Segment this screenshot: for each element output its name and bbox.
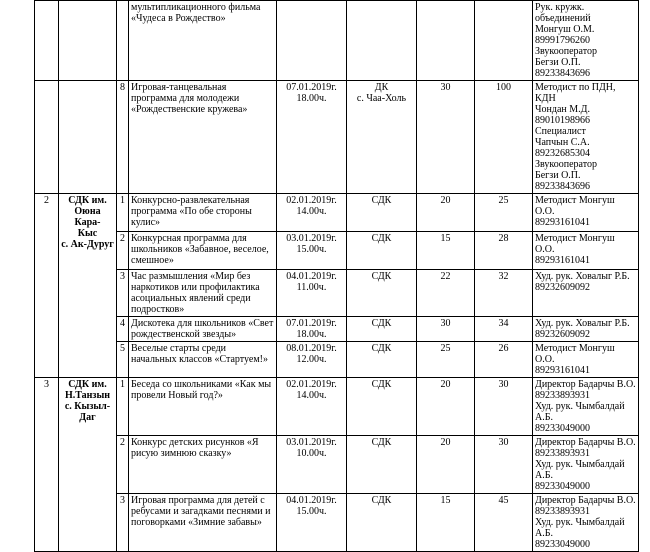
responsible-line: Худ. рук. Ховалыг Р.Б. xyxy=(535,271,630,282)
event-cell: мультипликационного фильма «Чудеса в Рождество» xyxy=(129,1,277,81)
date-cell xyxy=(277,342,347,378)
responsible-line: Директор Бадарчы В.О. xyxy=(535,495,636,506)
participants-cell: 25 xyxy=(417,342,475,378)
date-cell xyxy=(277,378,347,436)
item-number-cell: 3 xyxy=(117,494,129,552)
responsible-line: Бегзи О.П. 89233843696 xyxy=(535,57,590,79)
event-cell: Беседа со школьниками «Как мы провели Новый год?» xyxy=(129,378,277,436)
item-number-cell: 5 xyxy=(117,342,129,378)
responsible-cell xyxy=(533,232,639,270)
place-line: СДК xyxy=(371,495,392,506)
audience-cell: 30 xyxy=(475,378,533,436)
responsible-line: 89233893931 xyxy=(535,448,590,459)
date-line: 02.01.2019г. xyxy=(286,379,337,390)
place-line: ДК xyxy=(374,82,389,93)
responsible-line: 89233049000 xyxy=(535,423,590,434)
place-line: СДК xyxy=(371,379,392,390)
audience-cell: 30 xyxy=(475,436,533,494)
event-cell: Дискотека для школьников «Свет рождественской звезды» xyxy=(129,317,277,342)
org-line: Кыс xyxy=(77,228,98,239)
date-line: 04.01.2019г. xyxy=(286,271,337,282)
date-cell xyxy=(277,194,347,232)
org-line: СДК им. xyxy=(68,195,107,206)
responsible-line: Директор Бадарчы В.О. xyxy=(535,379,636,390)
responsible-line: Специалист xyxy=(535,126,586,137)
responsible-cell xyxy=(533,317,639,342)
time-line: 15.00ч. xyxy=(296,244,327,255)
time-line: 14.00ч. xyxy=(296,390,327,401)
item-number-cell: 3 xyxy=(117,270,129,317)
event-cell: Игровая-танцевальная программа для молодежи «Рождественские кружева» xyxy=(129,81,277,194)
org-line: с. Кызыл- xyxy=(64,401,111,412)
participants-cell: 22 xyxy=(417,270,475,317)
responsible-cell xyxy=(533,270,639,317)
responsible-line: 89232609092 xyxy=(535,282,590,293)
date-cell xyxy=(277,270,347,317)
responsible-line: 89233893931 xyxy=(535,390,590,401)
date-line: 07.01.2019г. xyxy=(286,82,337,93)
audience-cell: 45 xyxy=(475,494,533,552)
participants-cell: 20 xyxy=(417,378,475,436)
place-line: СДК xyxy=(371,318,392,329)
responsible-line: Монгуш О.М. 89991796260 xyxy=(535,24,595,46)
participants-cell: 20 xyxy=(417,194,475,232)
place-cell xyxy=(347,194,417,232)
responsible-line: 89293161041 xyxy=(535,255,590,266)
audience-cell: 28 xyxy=(475,232,533,270)
participants-cell: 15 xyxy=(417,494,475,552)
time-line: 15.00ч. xyxy=(296,506,327,517)
table-row xyxy=(35,270,639,317)
org-line: с. Ак-Дуруг xyxy=(61,239,114,250)
responsible-line: Худ. рук. Чымбалдай А.Б. xyxy=(535,517,625,539)
place-line: СДК xyxy=(371,195,392,206)
organization-cell xyxy=(59,378,117,552)
time-line: 10.00ч. xyxy=(296,448,327,459)
place-line: СДК xyxy=(371,271,392,282)
event-cell: Игровая программа для детей с ребусами и загадками песнями и поговорками «Зимние забавы» xyxy=(129,494,277,552)
table-row xyxy=(35,436,639,494)
place-line: СДК xyxy=(371,343,392,354)
responsible-line: Методист Монгуш О.О. xyxy=(535,343,615,365)
responsible-line: Худ. рук. Ховалыг Р.Б. xyxy=(535,318,630,329)
place-cell xyxy=(347,436,417,494)
item-number-cell: 1 xyxy=(117,378,129,436)
organization-cell xyxy=(59,81,117,194)
time-line: 18.00ч. xyxy=(296,329,327,340)
audience-cell: 25 xyxy=(475,194,533,232)
section-number-cell xyxy=(35,1,59,81)
responsible-line: 89293161041 xyxy=(535,365,590,376)
responsible-line: Худ. рук. Чымбалдай А.Б. xyxy=(535,459,625,481)
responsible-cell xyxy=(533,378,639,436)
participants-cell xyxy=(417,1,475,81)
event-cell: Час размышления «Мир без наркотиков или профилактика асоциальных явлений среди подростков» xyxy=(129,270,277,317)
responsible-line: Бегзи О.П. 89233843696 xyxy=(535,170,590,192)
place-line: с. Чаа-Холь xyxy=(356,93,407,104)
date-cell xyxy=(277,317,347,342)
audience-cell: 34 xyxy=(475,317,533,342)
responsible-line: 89293161041 xyxy=(535,217,590,228)
date-line: 03.01.2019г. xyxy=(286,437,337,448)
organization-cell xyxy=(59,1,117,81)
place-cell xyxy=(347,494,417,552)
table-row xyxy=(35,342,639,378)
audience-cell: 32 xyxy=(475,270,533,317)
participants-cell: 20 xyxy=(417,436,475,494)
item-number-cell xyxy=(117,1,129,81)
place-cell xyxy=(347,232,417,270)
audience-cell: 26 xyxy=(475,342,533,378)
place-cell xyxy=(347,378,417,436)
item-number-cell: 8 xyxy=(117,81,129,194)
item-number-cell: 1 xyxy=(117,194,129,232)
date-line: 08.01.2019г. xyxy=(286,343,337,354)
date-cell xyxy=(277,81,347,194)
audience-cell: 100 xyxy=(475,81,533,194)
responsible-line: Звукооператор xyxy=(535,46,597,57)
table-row xyxy=(35,1,639,81)
table-row xyxy=(35,494,639,552)
table-row xyxy=(35,194,639,232)
org-line: Оюна Кара- xyxy=(74,206,101,228)
section-number-cell: 3 xyxy=(35,378,59,552)
date-line: 04.01.2019г. xyxy=(286,495,337,506)
responsible-line: Методист Монгуш О.О. xyxy=(535,233,615,255)
responsible-cell xyxy=(533,81,639,194)
org-line: Н.Танзын xyxy=(64,390,111,401)
participants-cell: 30 xyxy=(417,317,475,342)
table-row xyxy=(35,317,639,342)
responsible-line: Худ. рук. Чымбалдай А.Б. xyxy=(535,401,625,423)
responsible-line: Методист по ПДН, КДН xyxy=(535,82,616,104)
org-line: Даг xyxy=(79,412,96,423)
place-line: СДК xyxy=(371,437,392,448)
place-cell xyxy=(347,270,417,317)
responsible-cell xyxy=(533,1,639,81)
event-cell: Конкурсная программа для школьников «Забавное, веселое, смешное» xyxy=(129,232,277,270)
participants-cell: 15 xyxy=(417,232,475,270)
date-line: 03.01.2019г. xyxy=(286,233,337,244)
place-cell xyxy=(347,342,417,378)
responsible-line: 89232609092 xyxy=(535,329,590,340)
responsible-line: Звукооператор xyxy=(535,159,597,170)
time-line: 11.00ч. xyxy=(296,282,327,293)
organization-cell xyxy=(59,194,117,378)
participants-cell: 30 xyxy=(417,81,475,194)
org-line: СДК им. xyxy=(68,379,107,390)
date-cell xyxy=(277,494,347,552)
date-cell xyxy=(277,436,347,494)
responsible-cell xyxy=(533,494,639,552)
table-row xyxy=(35,378,639,436)
responsible-line: Методист Монгуш О.О. xyxy=(535,195,615,217)
section-number-cell xyxy=(35,81,59,194)
responsible-cell xyxy=(533,436,639,494)
responsible-line: 89233049000 xyxy=(535,539,590,550)
item-number-cell: 4 xyxy=(117,317,129,342)
section-number-cell: 2 xyxy=(35,194,59,378)
item-number-cell: 2 xyxy=(117,232,129,270)
responsible-cell xyxy=(533,194,639,232)
audience-cell xyxy=(475,1,533,81)
date-cell xyxy=(277,232,347,270)
events-table xyxy=(34,0,639,552)
time-line: 18.00ч. xyxy=(296,93,327,104)
date-line: 07.01.2019г. xyxy=(286,318,337,329)
document-page xyxy=(34,0,646,550)
table-row xyxy=(35,81,639,194)
place-cell xyxy=(347,1,417,81)
responsible-line: Чондан М.Д. 89010198966 xyxy=(535,104,590,126)
responsible-line: 89233049000 xyxy=(535,481,590,492)
place-cell xyxy=(347,81,417,194)
date-line: 02.01.2019г. xyxy=(286,195,337,206)
responsible-line: Директор Бадарчы В.О. xyxy=(535,437,636,448)
event-cell: Веселые старты среди начальных классов «Стартуем!» xyxy=(129,342,277,378)
place-line: СДК xyxy=(371,233,392,244)
responsible-cell xyxy=(533,342,639,378)
table-row xyxy=(35,232,639,270)
item-number-cell: 2 xyxy=(117,436,129,494)
responsible-line: Рук. кружк. объединений xyxy=(535,2,591,24)
time-line: 14.00ч. xyxy=(296,206,327,217)
responsible-line: Чапчын С.А. 89232685304 xyxy=(535,137,590,159)
event-cell: Конкурсно-развлекательная программа «По обе стороны кулис» xyxy=(129,194,277,232)
time-line: 12.00ч. xyxy=(296,354,327,365)
date-cell xyxy=(277,1,347,81)
event-cell: Конкурс детских рисунков «Я рисую зимнюю сказку» xyxy=(129,436,277,494)
responsible-line: 89233893931 xyxy=(535,506,590,517)
place-cell xyxy=(347,317,417,342)
